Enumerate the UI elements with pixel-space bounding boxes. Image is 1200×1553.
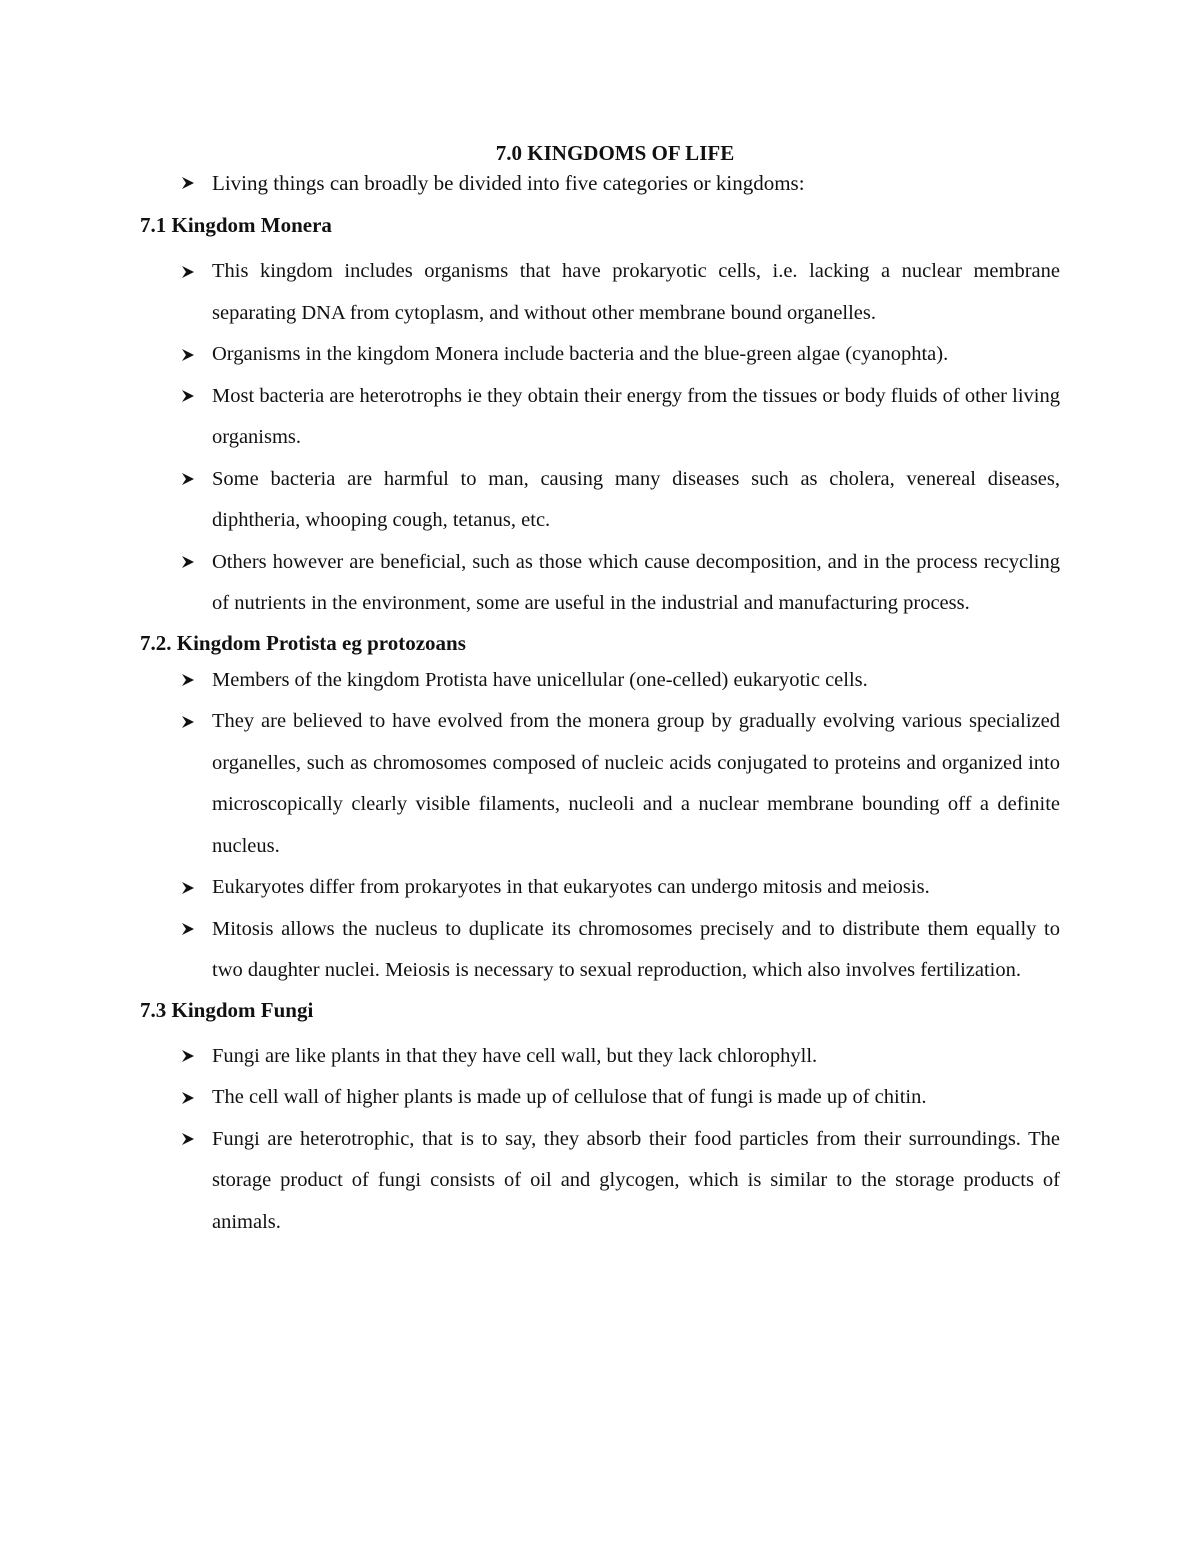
intro-paragraph	[140, 168, 1060, 202]
bullet-text: Eukaryotes differ from prokaryotes in that eukaryotes can undergo mitosis and meiosis.	[212, 876, 930, 898]
arrow-bullet-icon	[180, 1036, 200, 1078]
arrow-bullet-icon	[180, 1119, 200, 1161]
arrow-bullet-icon	[180, 459, 200, 501]
bullet-text: The cell wall of higher plants is made up of cellulose that of fungi is made up of chitin.	[212, 1086, 927, 1108]
arrow-bullet-icon	[180, 168, 200, 198]
section-heading: 7.1 Kingdom Monera	[140, 213, 332, 237]
bullet-text: Others however are beneficial, such as those which cause decomposition, and in the process recycling of nutrients in the environment, some are useful in the industrial and manufacturing process.	[212, 550, 1060, 614]
list-item	[140, 867, 1060, 909]
document-page	[140, 138, 1060, 1243]
arrow-bullet-icon	[180, 376, 200, 418]
list-item	[140, 542, 1060, 625]
arrow-bullet-icon	[180, 542, 200, 584]
list-item	[140, 1119, 1060, 1244]
arrow-bullet-icon	[180, 1077, 200, 1119]
arrow-bullet-icon	[180, 909, 200, 951]
bullet-text: They are believed to have evolved from the monera group by gradually evolving various specialized organelles, such as chromosomes composed of nucleic acids conjugated to proteins and organized into microscopically clearly visible filaments, nucleoli and a nuclear membrane bounding off a definite nucleus.	[212, 710, 1060, 857]
bullet-text: Mitosis allows the nucleus to duplicate its chromosomes precisely and to distribute them equally to two daughter nuclei. Meiosis is necessary to sexual reproduction, which also involves fertilization.	[212, 917, 1060, 981]
bullet-text: Some bacteria are harmful to man, causing many diseases such as cholera, venereal diseases, diphtheria, whooping cough, tetanus, etc.	[212, 467, 1060, 531]
bullet-text: Members of the kingdom Protista have unicellular (one-celled) eukaryotic cells.	[212, 668, 868, 691]
arrow-bullet-icon	[180, 867, 200, 909]
list-item	[140, 251, 1060, 334]
section-heading: 7.3 Kingdom Fungi	[140, 997, 314, 1022]
bullet-text: Organisms in the kingdom Monera include bacteria and the blue-green algae (cyanophta).	[212, 343, 949, 365]
list-item	[140, 660, 1060, 702]
section-monera	[140, 210, 1060, 625]
bullet-text: Most bacteria are heterotrophs ie they obtain their energy from the tissues or body fluids of other living organisms.	[212, 384, 1060, 448]
list-item	[140, 376, 1060, 459]
list-item	[140, 1077, 1060, 1119]
page-title: 7.0 KINGDOMS OF LIFE	[495, 141, 735, 165]
list-item	[140, 909, 1060, 992]
intro-text: Living things can broadly be divided into five categories or kingdoms:	[212, 171, 805, 195]
list-item	[140, 1036, 1060, 1078]
arrow-bullet-icon	[180, 701, 200, 743]
bullet-text: Fungi are like plants in that they have cell wall, but they lack chlorophyll.	[212, 1044, 818, 1067]
list-item	[140, 701, 1060, 867]
bullet-text: This kingdom includes organisms that have prokaryotic cells, i.e. lacking a nuclear membrane separating DNA from cytoplasm, and without other membrane bound organelles.	[212, 260, 1060, 324]
bullet-list	[140, 660, 1060, 992]
arrow-bullet-icon	[180, 251, 200, 293]
section-protista	[140, 628, 1060, 992]
bullet-list	[140, 1036, 1060, 1244]
list-item	[140, 459, 1060, 542]
section-heading: 7.2. Kingdom Protista eg protozoans	[140, 630, 466, 655]
arrow-bullet-icon	[180, 660, 200, 702]
list-item	[140, 334, 1060, 376]
arrow-bullet-icon	[180, 334, 200, 376]
section-fungi	[140, 995, 1060, 1244]
bullet-text: Fungi are heterotrophic, that is to say, they absorb their food particles from their surroundings. The storage product of fungi consists of oil and glycogen, which is similar to the storage products of animals.	[212, 1127, 1060, 1233]
bullet-list	[140, 251, 1060, 625]
